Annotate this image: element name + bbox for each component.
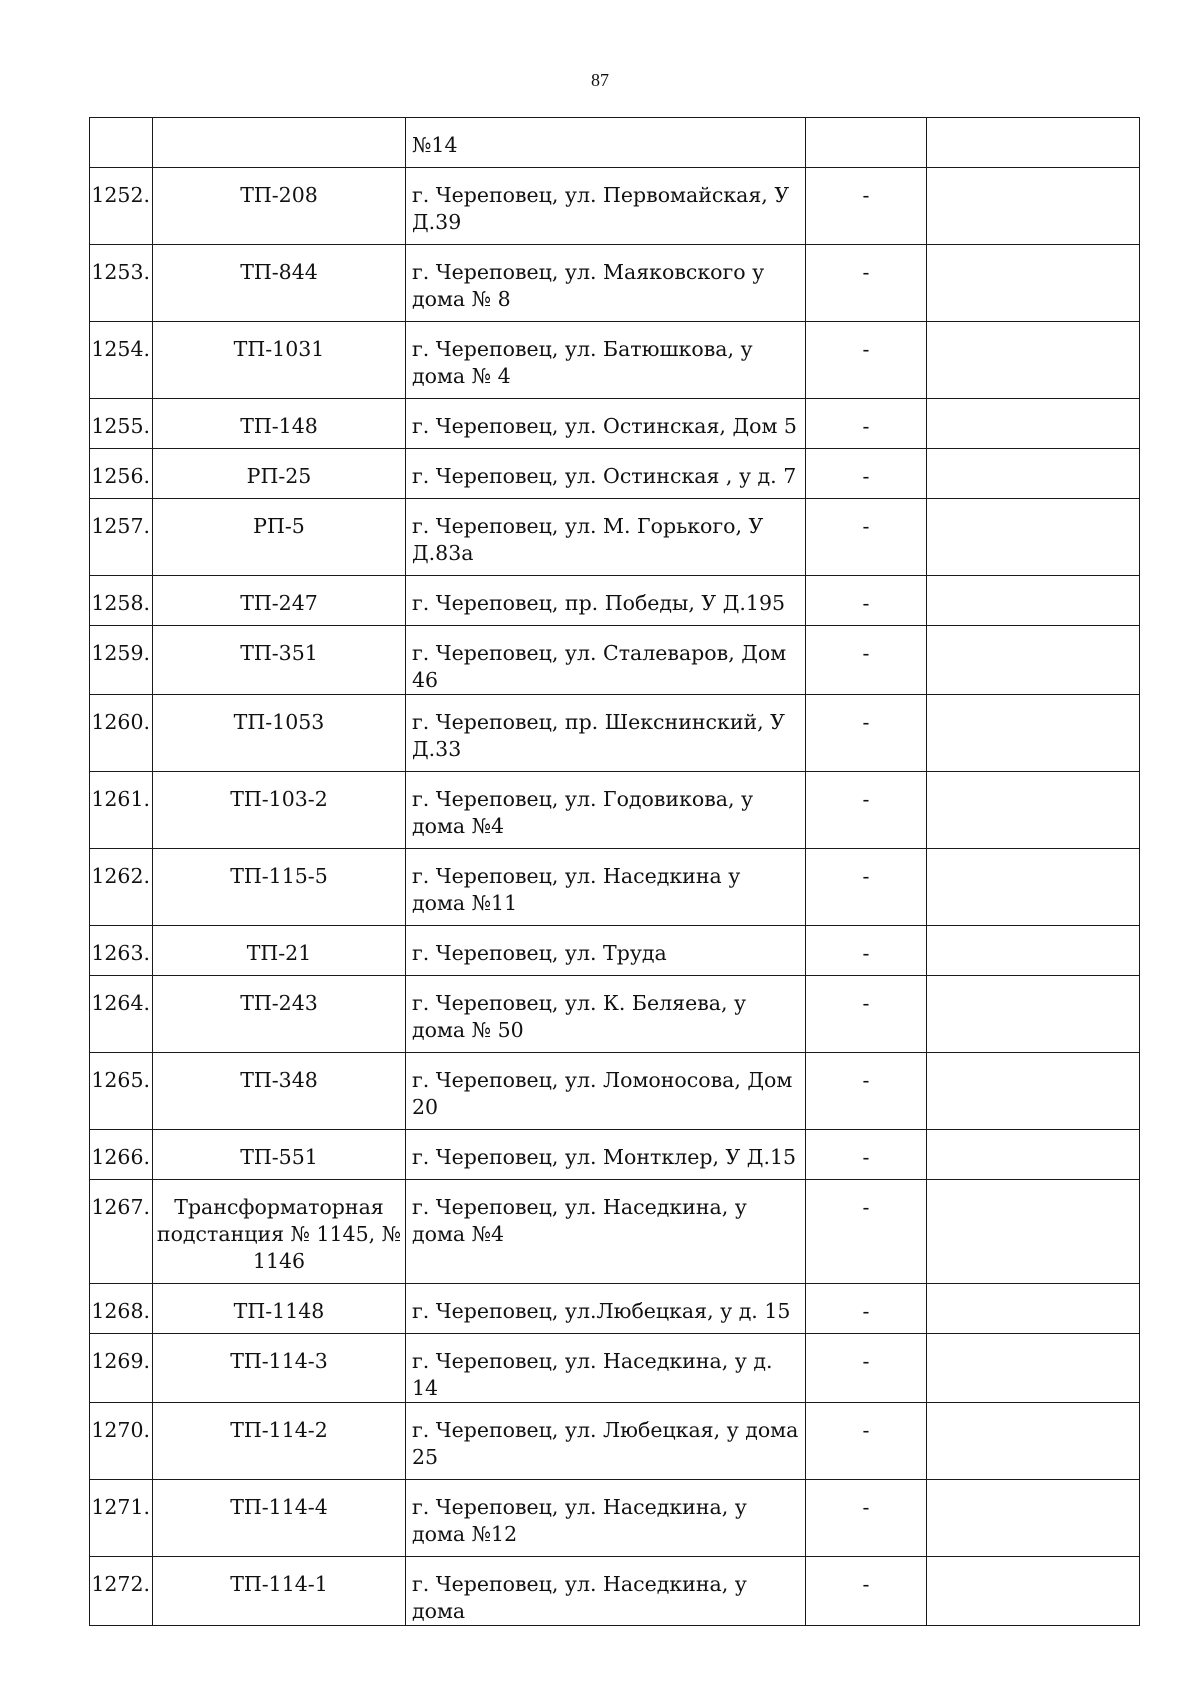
note-cell: -	[806, 576, 927, 626]
substation-name-cell: ТП-114-4	[153, 1480, 406, 1557]
extra-cell	[927, 1130, 1140, 1180]
note-cell: -	[806, 772, 927, 849]
row-number-cell: 1270.	[90, 1403, 153, 1480]
substation-name-cell: ТП-208	[153, 168, 406, 245]
row-number-cell: 1264.	[90, 976, 153, 1053]
note-cell: -	[806, 449, 927, 499]
substation-name-cell: РП-5	[153, 499, 406, 576]
row-number-cell: 1262.	[90, 849, 153, 926]
row-number-cell: 1266.	[90, 1130, 153, 1180]
substation-name-cell: ТП-1148	[153, 1284, 406, 1334]
address-cell: г. Череповец, ул. Первомайская, У Д.39	[406, 168, 806, 245]
row-number-cell: 1253.	[90, 245, 153, 322]
address-cell: г. Череповец, ул.Любецкая, у д. 15	[406, 1284, 806, 1334]
note-cell: -	[806, 849, 927, 926]
address-cell: г. Череповец, ул. Наседкина у дома №11	[406, 849, 806, 926]
table-row	[90, 849, 1140, 926]
table-row	[90, 1130, 1140, 1180]
substation-name-cell: ТП-844	[153, 245, 406, 322]
address-cell: г. Череповец, ул. Наседкина, у дома №4	[406, 1180, 806, 1284]
row-number-cell: 1265.	[90, 1053, 153, 1130]
address-cell: г. Череповец, ул. Остинская, Дом 5	[406, 399, 806, 449]
extra-cell	[927, 576, 1140, 626]
note-cell: -	[806, 1480, 927, 1557]
row-number-cell: 1269.	[90, 1334, 153, 1403]
extra-cell	[927, 976, 1140, 1053]
address-cell: г. Череповец, ул. М. Горького, У Д.83а	[406, 499, 806, 576]
note-cell: -	[806, 168, 927, 245]
extra-cell	[927, 772, 1140, 849]
note-cell: -	[806, 1284, 927, 1334]
address-cell: г. Череповец, ул. Годовикова, у дома №4	[406, 772, 806, 849]
extra-cell	[927, 1557, 1140, 1626]
extra-cell	[927, 449, 1140, 499]
substation-name-cell: ТП-21	[153, 926, 406, 976]
extra-cell	[927, 1284, 1140, 1334]
table-row	[90, 772, 1140, 849]
extra-cell	[927, 499, 1140, 576]
address-cell: г. Череповец, ул. Ломоносова, Дом 20	[406, 1053, 806, 1130]
table-row	[90, 976, 1140, 1053]
address-cell: г. Череповец, ул. К. Беляева, у дома № 50	[406, 976, 806, 1053]
table-row	[90, 399, 1140, 449]
table-row	[90, 926, 1140, 976]
table-row	[90, 695, 1140, 772]
extra-cell	[927, 1053, 1140, 1130]
substation-name-cell	[153, 118, 406, 168]
table-row	[90, 322, 1140, 399]
substation-name-cell: ТП-351	[153, 626, 406, 695]
address-cell: №14	[406, 118, 806, 168]
note-cell: -	[806, 1403, 927, 1480]
row-number-cell: 1263.	[90, 926, 153, 976]
row-number-cell: 1254.	[90, 322, 153, 399]
address-cell: г. Череповец, ул. Наседкина, у дома	[406, 1557, 806, 1626]
row-number-cell: 1258.	[90, 576, 153, 626]
address-cell: г. Череповец, пр. Шекснинский, У Д.33	[406, 695, 806, 772]
row-number-cell: 1259.	[90, 626, 153, 695]
address-cell: г. Череповец, ул. Наседкина, у дома №12	[406, 1480, 806, 1557]
substation-name-cell: Трансформаторная подстанция № 1145, № 1146	[153, 1180, 406, 1284]
note-cell: -	[806, 626, 927, 695]
substation-name-cell: ТП-114-1	[153, 1557, 406, 1626]
address-cell: г. Череповец, ул. Маяковского у дома № 8	[406, 245, 806, 322]
page-number: 87	[591, 70, 609, 90]
extra-cell	[927, 118, 1140, 168]
extra-cell	[927, 1480, 1140, 1557]
table-row	[90, 118, 1140, 168]
substation-name-cell: ТП-148	[153, 399, 406, 449]
table-row	[90, 1180, 1140, 1284]
note-cell: -	[806, 695, 927, 772]
substation-name-cell: ТП-243	[153, 976, 406, 1053]
table-row	[90, 1403, 1140, 1480]
extra-cell	[927, 1180, 1140, 1284]
extra-cell	[927, 626, 1140, 695]
note-cell: -	[806, 399, 927, 449]
table-row	[90, 1284, 1140, 1334]
note-cell: -	[806, 245, 927, 322]
note-cell: -	[806, 926, 927, 976]
table-row	[90, 449, 1140, 499]
extra-cell	[927, 1334, 1140, 1403]
extra-cell	[927, 245, 1140, 322]
row-number-cell	[90, 118, 153, 168]
row-number-cell: 1268.	[90, 1284, 153, 1334]
address-cell: г. Череповец, ул. Сталеваров, Дом 46	[406, 626, 806, 695]
substation-name-cell: ТП-1053	[153, 695, 406, 772]
note-cell: -	[806, 1180, 927, 1284]
substation-name-cell: РП-25	[153, 449, 406, 499]
row-number-cell: 1267.	[90, 1180, 153, 1284]
substation-name-cell: ТП-247	[153, 576, 406, 626]
row-number-cell: 1272.	[90, 1557, 153, 1626]
note-cell: -	[806, 322, 927, 399]
address-cell: г. Череповец, ул. Монтклер, У Д.15	[406, 1130, 806, 1180]
row-number-cell: 1271.	[90, 1480, 153, 1557]
note-cell: -	[806, 1130, 927, 1180]
note-cell: -	[806, 1334, 927, 1403]
extra-cell	[927, 695, 1140, 772]
extra-cell	[927, 399, 1140, 449]
row-number-cell: 1256.	[90, 449, 153, 499]
table-row	[90, 1480, 1140, 1557]
note-cell: -	[806, 499, 927, 576]
address-cell: г. Череповец, пр. Победы, У Д.195	[406, 576, 806, 626]
address-cell: г. Череповец, ул. Остинская , у д. 7	[406, 449, 806, 499]
table-row	[90, 1334, 1140, 1403]
extra-cell	[927, 926, 1140, 976]
table-row	[90, 245, 1140, 322]
table-body	[90, 118, 1140, 1626]
row-number-cell: 1261.	[90, 772, 153, 849]
substation-name-cell: ТП-103-2	[153, 772, 406, 849]
note-cell	[806, 118, 927, 168]
row-number-cell: 1260.	[90, 695, 153, 772]
row-number-cell: 1252.	[90, 168, 153, 245]
extra-cell	[927, 168, 1140, 245]
table-row	[90, 576, 1140, 626]
note-cell: -	[806, 976, 927, 1053]
table-row	[90, 1557, 1140, 1626]
row-number-cell: 1257.	[90, 499, 153, 576]
address-cell: г. Череповец, ул. Любецкая, у дома 25	[406, 1403, 806, 1480]
substation-name-cell: ТП-551	[153, 1130, 406, 1180]
row-number-cell: 1255.	[90, 399, 153, 449]
table-row	[90, 168, 1140, 245]
substation-name-cell: ТП-114-2	[153, 1403, 406, 1480]
extra-cell	[927, 849, 1140, 926]
substation-name-cell: ТП-114-3	[153, 1334, 406, 1403]
substation-name-cell: ТП-1031	[153, 322, 406, 399]
substations-table	[89, 117, 1140, 1626]
address-cell: г. Череповец, ул. Труда	[406, 926, 806, 976]
address-cell: г. Череповец, ул. Батюшкова, у дома № 4	[406, 322, 806, 399]
substation-name-cell: ТП-115-5	[153, 849, 406, 926]
table-row	[90, 499, 1140, 576]
extra-cell	[927, 1403, 1140, 1480]
note-cell: -	[806, 1557, 927, 1626]
table-row	[90, 626, 1140, 695]
address-cell: г. Череповец, ул. Наседкина, у д. 14	[406, 1334, 806, 1403]
substation-name-cell: ТП-348	[153, 1053, 406, 1130]
table-row	[90, 1053, 1140, 1130]
extra-cell	[927, 322, 1140, 399]
note-cell: -	[806, 1053, 927, 1130]
